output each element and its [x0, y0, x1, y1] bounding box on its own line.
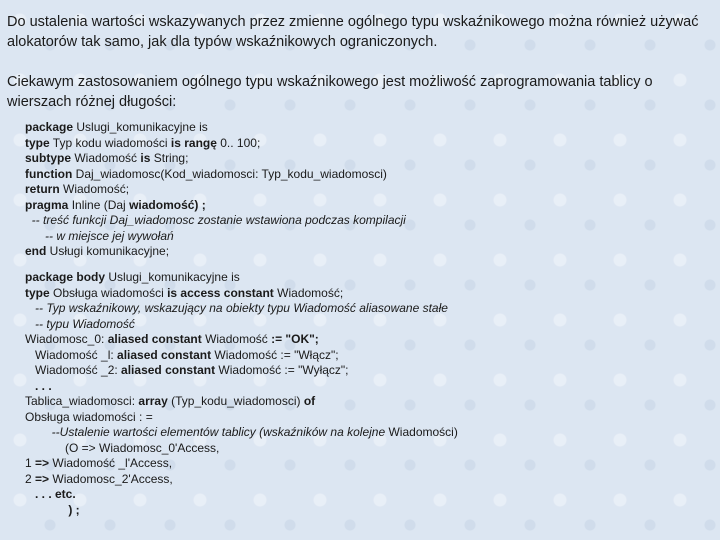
code-token: Obsługa wiadomości	[49, 285, 168, 300]
code-token: is	[140, 151, 151, 165]
code-token: ) ;	[25, 502, 80, 517]
code-token: is	[170, 135, 181, 150]
code-token: (Typ_kodu_wiadomosci)	[167, 394, 304, 408]
code-line	[25, 332, 458, 348]
code-token: Wiadomość := "Wyłącz";	[215, 363, 349, 377]
code-token: package body	[25, 270, 106, 284]
code-line	[25, 244, 406, 260]
code-token: wiadomość) ;	[129, 197, 206, 212]
code-token: Wiadomość := "Włącz";	[211, 347, 339, 362]
code-line	[25, 379, 458, 395]
code-token: aliased constant	[121, 363, 216, 377]
code-token: Wiadomość	[71, 151, 141, 165]
code-token: Obsługa wiadomości : =	[25, 409, 153, 424]
code-line	[25, 151, 406, 167]
code-token: -- Typ wskaźnikowy, wskazujący na obiekty typu Wiadomość aliasowane stałe	[25, 301, 448, 315]
code-token: Wiadomość	[201, 332, 272, 346]
code-token: -- typu Wiadomość	[25, 316, 135, 331]
code-token: =>	[35, 456, 50, 470]
code-token: Wiadomosc_0:	[25, 332, 108, 346]
intro-paragraph: Do ustalenia wartości wskazywanych przez zmienne ogólnego typu wskaźnikowego można również używać alokatorów tak samo, jak dla typów wskaźnikowych ograniczonych.	[7, 14, 699, 50]
code-line	[25, 363, 458, 379]
code-token: aliased constant	[117, 347, 212, 362]
code-line	[25, 394, 458, 410]
code-line	[25, 410, 458, 426]
example-paragraph: Ciekawym zastosowaniem ogólnego typu wskaźnikowego jest możliwość zaprogramowania tablicy o wierszach różnej długości:	[7, 74, 653, 110]
code-token: type	[25, 285, 50, 300]
code-line	[25, 472, 458, 488]
code-token: =>	[35, 471, 50, 486]
code-token: 0.. 100;	[216, 135, 261, 150]
code-token: 1	[25, 456, 36, 470]
code-token: 2	[25, 471, 36, 486]
code-token: Wiadomości)	[388, 425, 458, 439]
code-token: Inline (Daj	[68, 197, 130, 212]
code-token: := "OK";	[271, 332, 319, 346]
code-token: return	[25, 182, 60, 196]
code-line	[25, 286, 458, 302]
code-token: Wiadomość _l'Access,	[49, 456, 173, 470]
code-token: (O => Wiadomosc_0'Access,	[25, 440, 220, 455]
code-token: package	[25, 120, 74, 134]
code-line	[25, 441, 458, 457]
code-token: Wiadomosc_2'Access,	[49, 471, 173, 486]
code-line	[25, 503, 458, 519]
code-token: rangę	[184, 135, 217, 150]
code-block-package-spec	[25, 120, 406, 260]
code-line	[25, 213, 406, 229]
code-token: . . .	[25, 378, 52, 393]
code-token: Wiadomość;	[273, 285, 344, 300]
code-token: Uslugi_komunikacyjne is	[73, 120, 208, 134]
code-line	[25, 182, 406, 198]
code-token: Wiadomość _l:	[25, 347, 118, 362]
code-token: pragma	[25, 197, 69, 212]
code-block-package-body	[25, 270, 458, 518]
code-line	[25, 317, 458, 333]
code-line	[25, 487, 458, 503]
code-token: Wiadomość;	[59, 182, 130, 196]
code-token: -- w miejsce jej wywołań	[25, 228, 174, 243]
code-token: . . . etc.	[25, 487, 76, 501]
code-token: Uslugi_komunikacyjne is	[105, 270, 240, 284]
code-line	[25, 301, 458, 317]
code-token: Wiadomość _2:	[25, 363, 122, 377]
code-token: end	[25, 244, 47, 258]
code-line	[25, 348, 458, 364]
code-token: Typ kodu wiadomości	[49, 135, 171, 150]
code-token: -- treść funkcji Daj_wiadomosc zostanie wstawiona podczas kompilacji	[25, 213, 406, 227]
code-token: Tablica_wiadomosci:	[25, 394, 139, 408]
code-token: is access constant	[167, 285, 274, 300]
code-line	[25, 270, 458, 286]
code-line	[25, 167, 406, 183]
code-line	[25, 229, 406, 245]
code-token: of	[303, 394, 316, 408]
code-line	[25, 425, 458, 441]
code-line	[25, 198, 406, 214]
code-token: --Ustalenie wartości elementów tablicy (wskaźników na kolejne	[25, 425, 389, 439]
code-token: subtype	[25, 151, 72, 165]
code-token: function	[25, 166, 73, 181]
code-token: type	[25, 135, 50, 150]
code-token: String;	[150, 151, 189, 165]
code-line	[25, 136, 406, 152]
code-token: Daj_wiadomosc(Kod_wiadomosci: Typ_kodu_wiadomosci)	[72, 166, 387, 181]
code-token: Usługi komunikacyjne;	[46, 244, 170, 258]
code-line	[25, 120, 406, 136]
code-token: aliased constant	[107, 332, 202, 346]
code-line	[25, 456, 458, 472]
code-token: array	[138, 394, 168, 408]
